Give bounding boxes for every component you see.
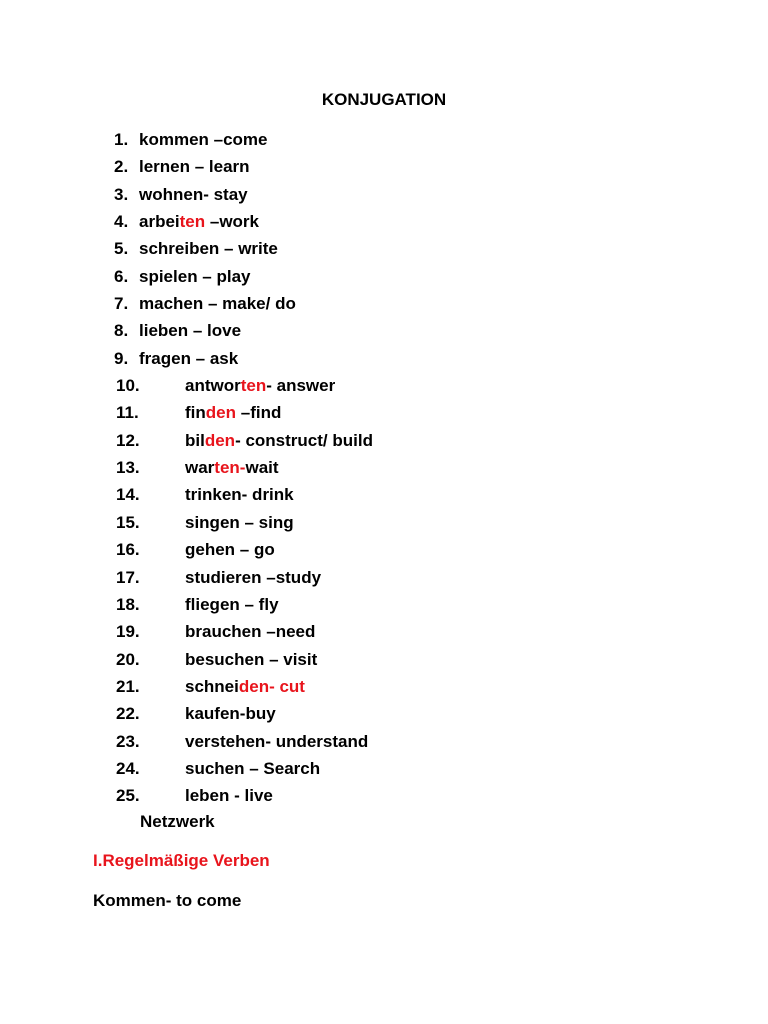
list-item-number: 10. bbox=[116, 376, 140, 396]
list-item-text bbox=[185, 591, 279, 618]
verb-text-segment: brauchen –need bbox=[185, 622, 316, 642]
list-item-text bbox=[185, 646, 317, 673]
list-item-number: 3. bbox=[114, 184, 129, 204]
list-item-number: 12. bbox=[116, 430, 140, 450]
verb-ending-highlight: ten bbox=[240, 376, 267, 396]
list-item-number: 11. bbox=[116, 403, 139, 423]
list-item-text bbox=[139, 235, 278, 262]
list-item bbox=[0, 564, 768, 591]
verb-ending-highlight: den bbox=[204, 430, 236, 450]
verb-text-segment: kommen –come bbox=[139, 130, 268, 149]
list-item-text bbox=[185, 618, 315, 645]
list-item-number: 5. bbox=[114, 239, 129, 259]
verb-text-segment: kaufen-buy bbox=[185, 704, 276, 724]
section-heading: I.Regelmäßige Verben bbox=[93, 851, 270, 870]
verb-text-segment: machen – make/ do bbox=[139, 294, 296, 314]
list-item-number: 23. bbox=[116, 731, 140, 751]
verb-text-segment: spielen – play bbox=[139, 266, 251, 286]
list-item bbox=[0, 317, 768, 344]
subheading: Kommen- to come bbox=[93, 891, 242, 910]
list-item-number: 6. bbox=[114, 266, 129, 286]
list-item-number: 15. bbox=[116, 512, 140, 532]
list-item-text bbox=[185, 481, 294, 508]
list-item-text bbox=[185, 700, 276, 727]
list-item bbox=[0, 755, 768, 782]
list-item-number: 20. bbox=[116, 649, 140, 669]
verb-text-segment: singen – sing bbox=[185, 512, 294, 532]
list-item-number: 24. bbox=[116, 758, 140, 778]
verb-text-segment: arbei bbox=[139, 212, 180, 232]
list-item bbox=[0, 181, 768, 208]
verb-text-segment: fragen – ask bbox=[139, 348, 239, 368]
list-item-number: 1. bbox=[114, 130, 129, 149]
list-item-number: 7. bbox=[114, 294, 129, 314]
list-item-text bbox=[139, 345, 238, 372]
list-item-text bbox=[185, 673, 305, 700]
verb-text-segment: fin bbox=[185, 403, 206, 423]
list-item-text bbox=[185, 755, 320, 782]
verb-text-segment: bil bbox=[185, 430, 205, 450]
list-item-text bbox=[139, 126, 268, 153]
list-item bbox=[0, 700, 768, 727]
list-item bbox=[0, 646, 768, 673]
verb-text-segment: lernen – learn bbox=[139, 157, 250, 177]
verb-ending-highlight: den- cut bbox=[238, 676, 305, 696]
list-item bbox=[0, 399, 768, 426]
list-item-number: 8. bbox=[114, 321, 129, 341]
verb-text-segment: wohnen- stay bbox=[139, 184, 248, 204]
list-item bbox=[0, 536, 768, 563]
verb-text-segment: studieren –study bbox=[185, 567, 322, 587]
list-item-number: 18. bbox=[116, 594, 140, 614]
list-item-number: 19. bbox=[116, 622, 140, 642]
list-item-text bbox=[185, 427, 373, 454]
list-item bbox=[0, 372, 768, 399]
list-item bbox=[0, 782, 768, 809]
list-item-text bbox=[185, 728, 368, 755]
verb-text-segment: wait bbox=[245, 458, 279, 478]
list-item-text bbox=[185, 536, 275, 563]
verb-text-segment: verstehen- understand bbox=[185, 731, 369, 751]
verb-ending-highlight: den bbox=[205, 403, 237, 423]
list-item-number: 22. bbox=[116, 704, 140, 724]
list-item bbox=[0, 673, 768, 700]
list-item-number: 21. bbox=[116, 676, 140, 696]
verb-text-segment: fliegen – fly bbox=[185, 594, 279, 614]
list-item-number: 16. bbox=[116, 540, 140, 560]
verb-text-segment: lieben – love bbox=[139, 321, 242, 341]
verb-text-segment: trinken- drink bbox=[185, 485, 294, 505]
list-item-text bbox=[139, 290, 296, 317]
verb-text-segment: –work bbox=[205, 212, 259, 232]
page-title: KONJUGATION bbox=[321, 90, 447, 109]
list-item bbox=[0, 618, 768, 645]
list-item bbox=[0, 509, 768, 536]
list-item-text bbox=[139, 317, 241, 344]
list-item bbox=[0, 481, 768, 508]
list-item bbox=[0, 263, 768, 290]
list-item-number: 9. bbox=[114, 348, 129, 368]
list-item-text bbox=[185, 454, 279, 481]
list-item bbox=[0, 427, 768, 454]
list-item bbox=[0, 235, 768, 262]
verb-text-segment: schnei bbox=[185, 676, 239, 696]
netzwerk-label: Netzwerk bbox=[140, 812, 215, 831]
verb-text-segment: –find bbox=[236, 403, 282, 423]
list-item bbox=[0, 126, 768, 153]
verb-ending-highlight: ten- bbox=[214, 458, 246, 478]
verb-text-segment: suchen – Search bbox=[185, 758, 321, 778]
list-item-text bbox=[185, 399, 281, 426]
verb-text-segment: - construct/ build bbox=[235, 430, 373, 450]
list-item-text bbox=[139, 208, 259, 235]
list-item-number: 14. bbox=[116, 485, 140, 505]
list-item-text bbox=[139, 263, 251, 290]
verb-text-segment: war bbox=[185, 458, 215, 478]
verb-text-segment: gehen – go bbox=[185, 540, 275, 560]
list-item-text bbox=[185, 782, 273, 809]
verb-text-segment: leben - live bbox=[185, 786, 273, 806]
verb-ending-highlight: ten bbox=[179, 212, 206, 232]
list-item-text bbox=[139, 181, 248, 208]
verb-text-segment: schreiben – write bbox=[139, 239, 278, 259]
list-item-text bbox=[185, 509, 294, 536]
list-item-text bbox=[185, 372, 335, 399]
list-item-number: 25. bbox=[116, 786, 140, 806]
list-item bbox=[0, 153, 768, 180]
verb-text-segment: besuchen – visit bbox=[185, 649, 318, 669]
list-item-number: 13. bbox=[116, 458, 140, 478]
list-item-text bbox=[139, 153, 250, 180]
list-item bbox=[0, 345, 768, 372]
list-item-number: 4. bbox=[114, 212, 129, 232]
verb-text-segment: - answer bbox=[266, 376, 336, 396]
list-item bbox=[0, 290, 768, 317]
list-item-text bbox=[185, 564, 321, 591]
list-item bbox=[0, 208, 768, 235]
verb-text-segment: antwor bbox=[185, 376, 241, 396]
list-item-number: 17. bbox=[116, 567, 140, 587]
list-item-number: 2. bbox=[114, 157, 129, 177]
verb-list bbox=[0, 126, 768, 810]
list-item bbox=[0, 728, 768, 755]
list-item bbox=[0, 591, 768, 618]
list-item bbox=[0, 454, 768, 481]
